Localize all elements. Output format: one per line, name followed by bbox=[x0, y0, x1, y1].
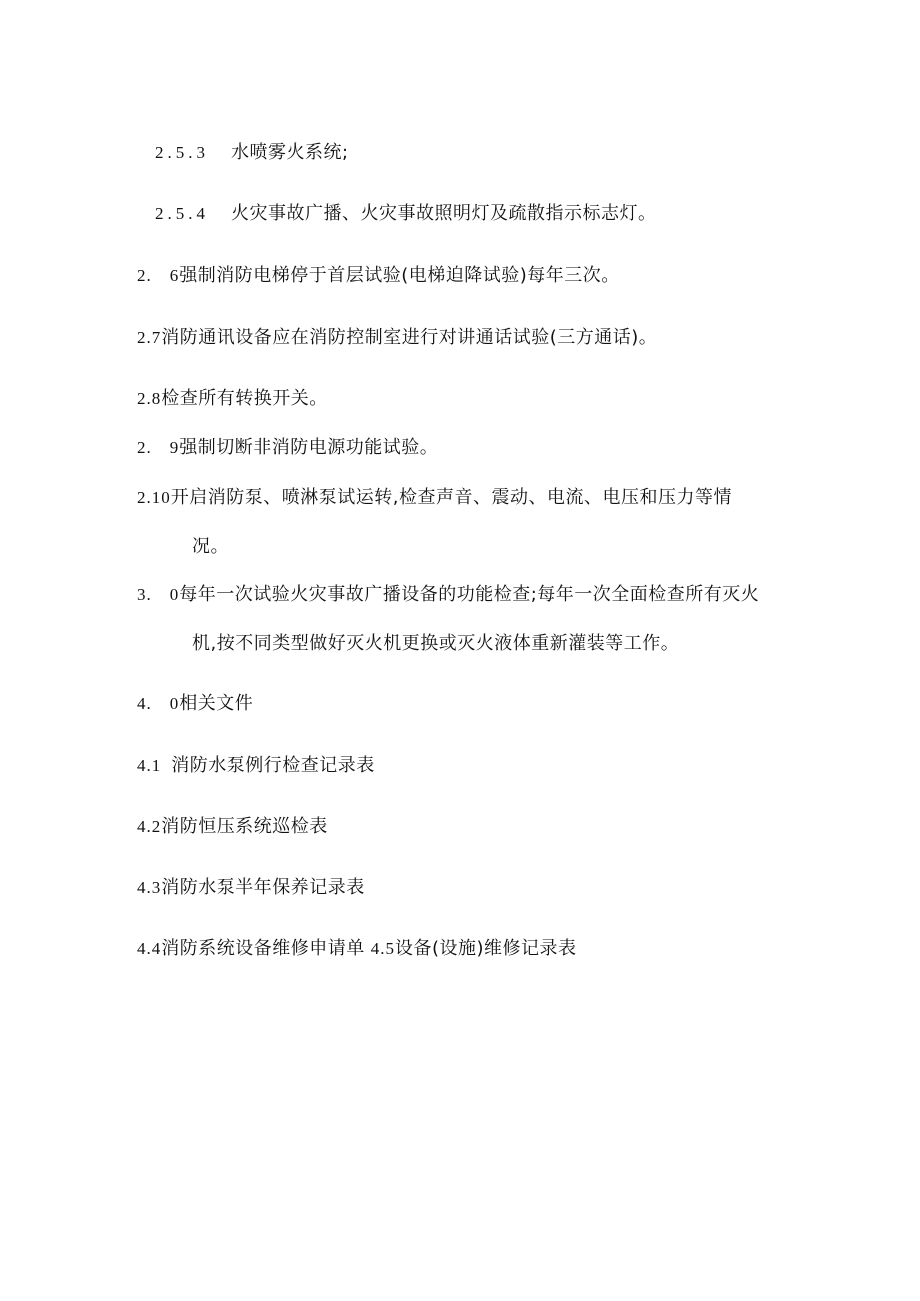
item-text: 消防通讯设备应在消防控制室进行对讲通话试验(三方通话)。 bbox=[161, 327, 658, 348]
item-2-7 bbox=[137, 326, 657, 350]
item-2-9 bbox=[137, 436, 438, 460]
item-text-continuation: 机,按不同类型做好灭火机更换或灭火液体重新灌装等工作。 bbox=[192, 633, 680, 654]
item-text: 消防系统设备维修申请单 bbox=[161, 938, 365, 959]
item-number: 4.3 bbox=[137, 878, 162, 897]
item-text: 消防恒压系统巡检表 bbox=[161, 816, 328, 837]
item-number: 2.8 bbox=[137, 389, 162, 408]
item-4-4-and-4-5 bbox=[137, 937, 577, 961]
item-text-continuation: 况。 bbox=[192, 536, 229, 557]
item-number-secondary: 4.5 bbox=[370, 939, 395, 958]
item-4-0 bbox=[137, 692, 253, 716]
item-2-5-3 bbox=[155, 141, 349, 165]
item-text: 每年一次试验火灾事故广播设备的功能检查;每年一次全面检查所有灭火 bbox=[179, 584, 760, 605]
item-3-0-continuation bbox=[192, 632, 679, 656]
item-text: 强制消防电梯停于首层试验(电梯迫降试验)每年三次。 bbox=[179, 265, 620, 286]
item-text-secondary: 设备(设施)维修记录表 bbox=[395, 938, 577, 959]
item-2-10-continuation bbox=[192, 535, 229, 559]
item-3-0 bbox=[137, 583, 759, 607]
item-4-3 bbox=[137, 876, 365, 900]
item-text: 消防水泵例行检查记录表 bbox=[171, 755, 375, 776]
item-4-2 bbox=[137, 815, 328, 839]
item-number: 4.4 bbox=[137, 939, 162, 958]
item-number: 2.5.3 bbox=[155, 143, 209, 162]
item-number: 2.7 bbox=[137, 328, 162, 347]
item-number: 4.2 bbox=[137, 817, 162, 836]
item-text: 开启消防泵、喷淋泵试运转,检查声音、震动、电流、电压和压力等情 bbox=[170, 487, 732, 508]
item-number: 4.1 bbox=[137, 756, 162, 775]
item-text: 检查所有转换开关。 bbox=[161, 388, 328, 409]
item-number: 2. 6 bbox=[137, 266, 180, 285]
item-number: 4. 0 bbox=[137, 694, 180, 713]
item-text: 相关文件 bbox=[179, 693, 254, 714]
item-number: 2.5.4 bbox=[155, 204, 209, 223]
item-text: 强制切断非消防电源功能试验。 bbox=[179, 437, 439, 458]
item-text: 火灾事故广播、火灾事故照明灯及疏散指示标志灯。 bbox=[231, 203, 657, 224]
item-2-10 bbox=[137, 486, 732, 510]
item-number: 2. 9 bbox=[137, 438, 180, 457]
item-text: 水喷雾火系统; bbox=[231, 142, 349, 163]
item-2-5-4 bbox=[155, 202, 657, 226]
item-2-6 bbox=[137, 264, 620, 288]
item-4-1 bbox=[137, 754, 375, 778]
item-number: 3. 0 bbox=[137, 585, 180, 604]
item-number: 2.10 bbox=[137, 488, 171, 507]
item-text: 消防水泵半年保养记录表 bbox=[161, 877, 365, 898]
item-2-8 bbox=[137, 387, 328, 411]
